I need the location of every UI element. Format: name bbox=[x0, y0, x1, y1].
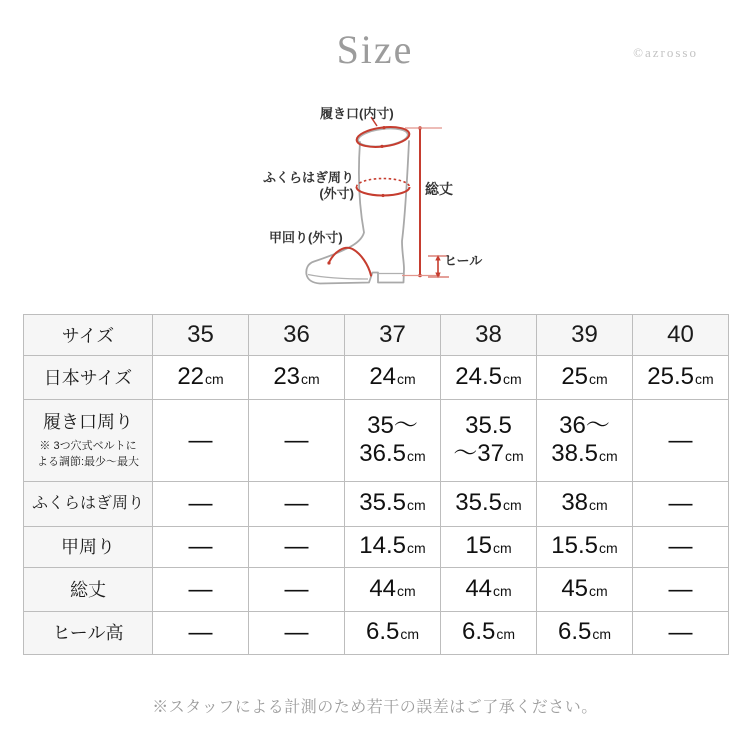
row-label: 総丈 bbox=[70, 579, 106, 600]
size-value-cell: 44cm bbox=[441, 568, 537, 612]
opening-dot-top bbox=[382, 126, 385, 129]
row-header bbox=[24, 482, 153, 527]
size-value-cell: 35〜 36.5cm bbox=[345, 400, 441, 482]
size-value-cell: 24.5cm bbox=[441, 356, 537, 400]
empty-cell: — bbox=[249, 568, 345, 612]
diagram-label-heel: ヒール bbox=[444, 253, 483, 268]
row-label: 履き口周り bbox=[43, 412, 133, 432]
column-header-size: 39 bbox=[537, 315, 633, 356]
unit-cm: cm bbox=[503, 497, 522, 513]
calf-dot bbox=[381, 194, 384, 197]
diagram-label-instep: 甲回り(外寸) bbox=[269, 230, 343, 245]
size-table bbox=[23, 314, 729, 655]
column-header-size: 37 bbox=[345, 315, 441, 356]
row-label: 日本サイズ bbox=[43, 367, 133, 388]
table-row bbox=[24, 356, 729, 400]
empty-cell: — bbox=[633, 400, 729, 482]
unit-cm: cm bbox=[407, 540, 426, 556]
unit-cm: cm bbox=[695, 370, 714, 387]
size-value-cell: 23cm bbox=[249, 356, 345, 400]
empty-cell: — bbox=[633, 527, 729, 568]
column-header-size: 38 bbox=[441, 315, 537, 356]
unit-cm: cm bbox=[589, 582, 608, 599]
unit-cm: cm bbox=[400, 626, 420, 642]
row-header bbox=[24, 400, 153, 482]
unit-cm: cm bbox=[599, 540, 618, 556]
empty-cell: — bbox=[153, 568, 249, 612]
size-value-cell: 36〜 38.5cm bbox=[537, 400, 633, 482]
unit-cm: cm bbox=[301, 370, 320, 387]
boot-outline bbox=[306, 141, 409, 284]
table-row bbox=[24, 400, 729, 482]
opening-dot-bottom bbox=[380, 145, 383, 148]
table-row bbox=[24, 482, 729, 527]
unit-cm: cm bbox=[589, 497, 608, 513]
size-value-cell: 38cm bbox=[537, 482, 633, 527]
size-table-body bbox=[24, 356, 729, 655]
unit-cm: cm bbox=[503, 370, 522, 387]
diagram-label-calf bbox=[250, 170, 354, 202]
size-value-cell: 6.5cm bbox=[441, 612, 537, 655]
empty-cell: — bbox=[249, 612, 345, 655]
empty-cell: — bbox=[153, 612, 249, 655]
brand-watermark: ©azrosso bbox=[633, 45, 698, 60]
unit-cm: cm bbox=[397, 370, 416, 387]
unit-cm: cm bbox=[407, 497, 426, 513]
unit-cm: cm bbox=[493, 540, 512, 556]
size-value-cell: 25cm bbox=[537, 356, 633, 400]
row-header bbox=[24, 356, 153, 400]
unit-cm: cm bbox=[505, 447, 524, 464]
size-value-cell: 6.5cm bbox=[345, 612, 441, 655]
size-value-cell: 15cm bbox=[441, 527, 537, 568]
diagram-label-opening: 履き口(内寸) bbox=[320, 106, 394, 121]
row-label: ヒール高 bbox=[52, 623, 124, 643]
unit-cm: cm bbox=[397, 582, 416, 599]
unit-cm: cm bbox=[407, 447, 426, 464]
size-value-cell: 45cm bbox=[537, 568, 633, 612]
size-value-cell: 14.5cm bbox=[345, 527, 441, 568]
boot-measurement-diagram bbox=[250, 95, 500, 305]
row-label: 甲周り bbox=[61, 537, 115, 557]
column-header-size: 40 bbox=[633, 315, 729, 356]
empty-cell: — bbox=[249, 482, 345, 527]
column-header-size: 36 bbox=[249, 315, 345, 356]
size-table-head bbox=[24, 315, 729, 356]
table-row bbox=[24, 527, 729, 568]
column-header-label: サイズ bbox=[24, 315, 153, 356]
diagram-label-total-length: 総丈 bbox=[425, 181, 453, 197]
empty-cell: — bbox=[153, 482, 249, 527]
calf-measure-ellipse-dotted bbox=[357, 179, 410, 188]
unit-cm: cm bbox=[592, 626, 612, 642]
size-value-cell: 44cm bbox=[345, 568, 441, 612]
unit-cm: cm bbox=[496, 626, 516, 642]
boot-sole-seam bbox=[308, 274, 403, 280]
row-header bbox=[24, 527, 153, 568]
instep-dot bbox=[327, 261, 330, 264]
table-row bbox=[24, 612, 729, 655]
empty-cell: — bbox=[249, 400, 345, 482]
row-label: ふくらはぎ周り bbox=[31, 495, 144, 512]
row-header bbox=[24, 568, 153, 612]
empty-cell: — bbox=[633, 568, 729, 612]
size-value-cell: 22cm bbox=[153, 356, 249, 400]
diagram-label-calf-line2: (外寸) bbox=[319, 186, 354, 201]
column-header-size: 35 bbox=[153, 315, 249, 356]
size-value-cell: 6.5cm bbox=[537, 612, 633, 655]
instep-measure-arc bbox=[329, 248, 372, 276]
measurement-disclaimer: ※スタッフによる計測のため若干の誤差はご了承ください。 bbox=[152, 699, 598, 716]
unit-cm: cm bbox=[205, 370, 224, 387]
size-value-cell: 15.5cm bbox=[537, 527, 633, 568]
diagram-label-calf-line1: ふくらはぎ周り bbox=[262, 170, 354, 185]
empty-cell: — bbox=[633, 612, 729, 655]
size-value-cell: 24cm bbox=[345, 356, 441, 400]
page-title: Size bbox=[336, 27, 414, 72]
size-value-cell: 25.5cm bbox=[633, 356, 729, 400]
unit-cm: cm bbox=[493, 582, 512, 599]
table-row bbox=[24, 568, 729, 612]
empty-cell: — bbox=[249, 527, 345, 568]
empty-cell: — bbox=[153, 400, 249, 482]
row-note: ※ 3つ穴式ベルトに よる調節:最少〜最大 bbox=[36, 440, 140, 468]
size-value-cell: 35.5cm bbox=[345, 482, 441, 527]
size-value-cell: 35.5 〜37cm bbox=[441, 400, 537, 482]
empty-cell: — bbox=[633, 482, 729, 527]
size-value-cell: 35.5cm bbox=[441, 482, 537, 527]
empty-cell: — bbox=[153, 527, 249, 568]
unit-cm: cm bbox=[599, 447, 618, 464]
unit-cm: cm bbox=[589, 370, 608, 387]
row-header bbox=[24, 612, 153, 655]
